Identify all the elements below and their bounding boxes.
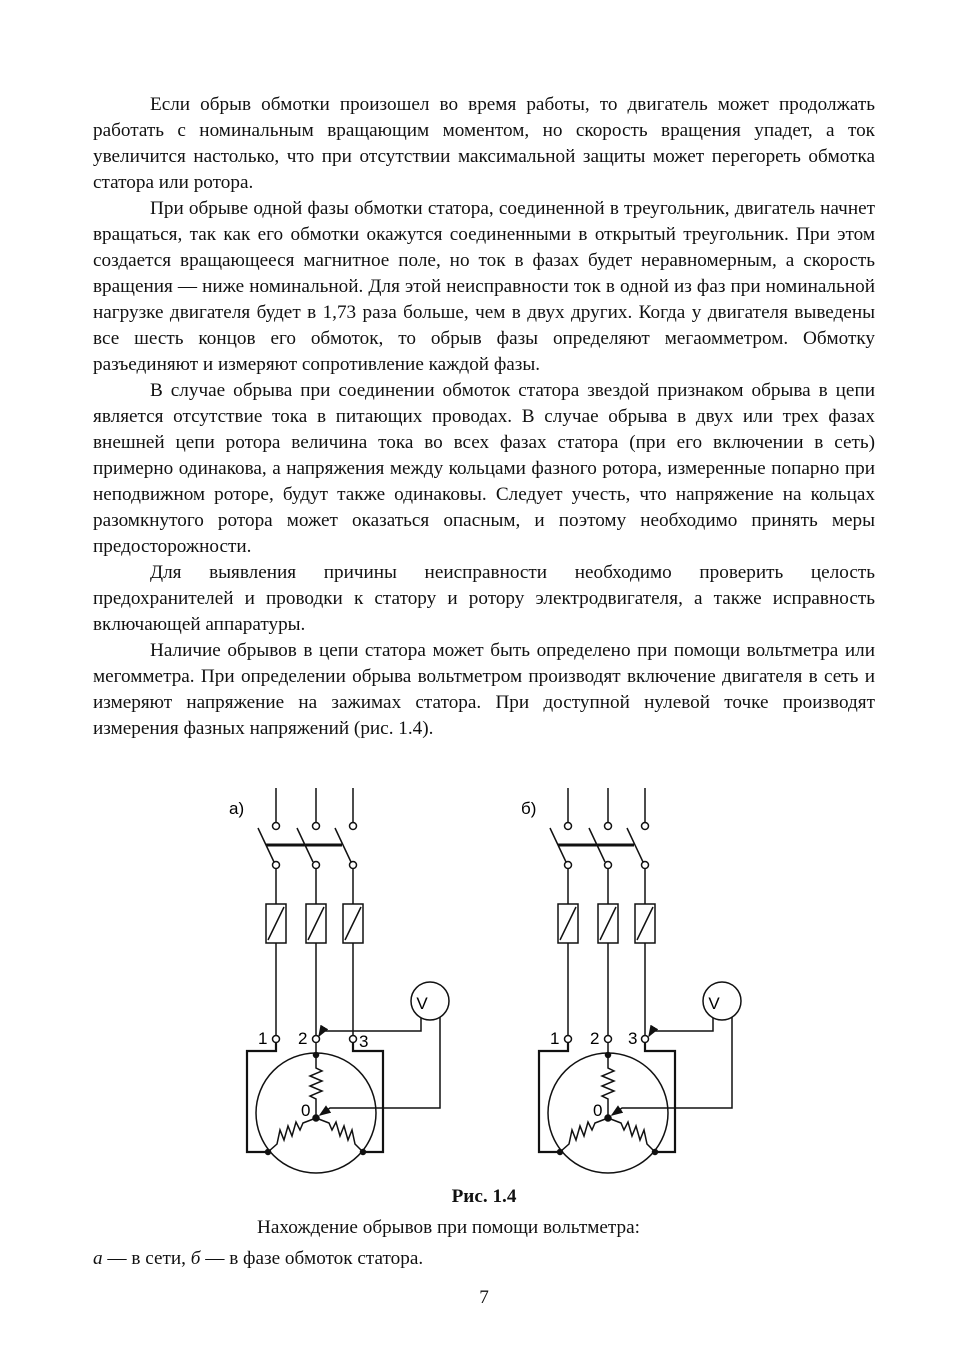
- neutral-label: 0: [593, 1101, 603, 1120]
- paragraph: Наличие обрывов в цепи статора может быть определено при помощи вольтметра или мегомметра. При определении обрыва вольтметром производят включение двигателя в сеть и измеряют напряжение на зажимах статора. При доступной нулевой точке производят измерения фазных напряжений (рис. 1.4).: [93, 640, 875, 739]
- terminal-3: 3: [628, 1029, 638, 1048]
- neutral-label: 0: [301, 1101, 311, 1120]
- caption-a-text: — в сети,: [102, 1248, 191, 1269]
- figure-caption: Нахождение обрывов при помощи вольтметра:: [257, 1217, 640, 1238]
- diagram-b: [521, 788, 741, 1173]
- caption-a: а: [93, 1248, 103, 1269]
- terminal-2: 2: [298, 1029, 308, 1048]
- paragraph: При обрыве одной фазы обмотки статора, соединенной в треугольник, двигатель начнет вращаться, так как его обмотки окажутся соединенными в открытый треугольник. При этом создается вращающееся магнитное поле, но ток в фазах будет неравномерным, а скорость вращения — ниже номинальной. Для этой неисправности ток в одной из фаз при номинальной нагрузке двигателя будет в 1,73 раза больше, чем в двух других. Когда у двигателя выведены все шесть концов его обмоток, то обрыв фазы определяют мегаомметром. Обмотку разъединяют и измеряют сопротивление каждой фазы.: [93, 198, 875, 375]
- caption-b: б: [190, 1248, 201, 1269]
- paragraph: В случае обрыва при соединении обмоток статора звездой признаком обрыва в цепи является отсутствие тока в питающих проводах. В случае обрыва в двух или трех фазах внешней цепи ротора величина тока во всех фазах статора (при его включении в сеть) примерно одинакова, а напряжения между кольцами фазного ротора, измеренные попарно при неподвижном роторе, будут также одинаковы. Следует учесть, что напряжение на кольцах разомкнутого ротора может оказаться опасным, и поэтому необходимо принять меры предосторожности.: [93, 380, 875, 557]
- terminal-3: 3: [359, 1032, 369, 1051]
- figure-caption-legend: [93, 1248, 423, 1270]
- terminal-1: 1: [550, 1029, 560, 1048]
- caption-b-text: — в фазе обмоток статора.: [200, 1248, 424, 1269]
- terminal-2: 2: [590, 1029, 600, 1048]
- voltmeter-label: V: [416, 994, 428, 1013]
- figure-title: Рис. 1.4: [451, 1186, 517, 1207]
- label-a: а): [229, 799, 245, 818]
- label-b: б): [521, 799, 537, 818]
- page-number: 7: [479, 1287, 489, 1308]
- diagram-a: [229, 788, 449, 1173]
- voltmeter-label: V: [708, 994, 720, 1013]
- paragraph: Для выявления причины неисправности необходимо проверить целость предохранителей и проводки к статору и ротору электродвигателя, а также исправность включающей аппаратуры.: [93, 562, 875, 635]
- paragraph: Если обрыв обмотки произошел во время работы, то двигатель может продолжать работать с номинальным вращающим моментом, но скорость вращения упадет, а ток увеличится настолько, что при отсутствии максимальной защиты может перегореть обмотка статора или ротора.: [93, 94, 875, 193]
- terminal-1: 1: [258, 1029, 268, 1048]
